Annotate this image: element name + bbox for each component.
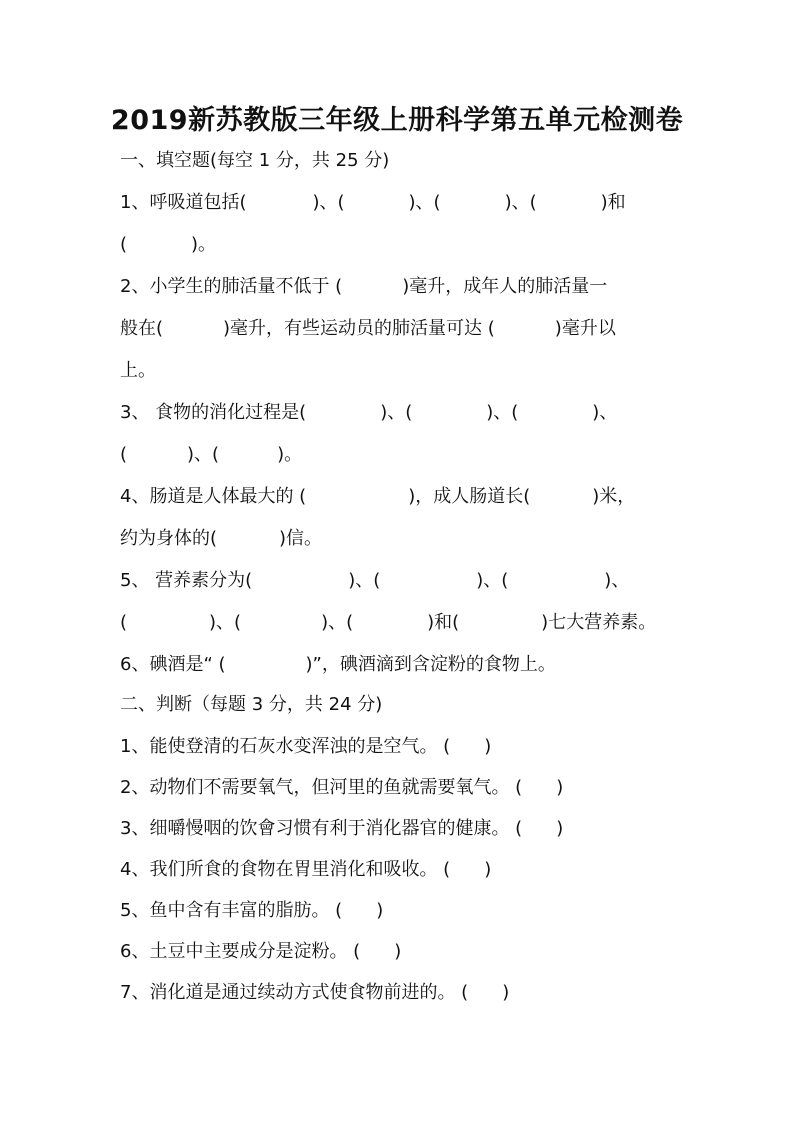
question-3-line-2: ( )、( )。	[120, 444, 303, 465]
question-6: 6、碘酒是“ ( )”，碘酒滴到含淀粉的食物上。	[120, 654, 556, 675]
question-2-line-3: 上。	[120, 360, 156, 381]
judgement-item-7: 7、消化道是通过续动方式使食物前进的。 ( )	[120, 982, 510, 1003]
question-2-line-1: 2、小学生的肺活量不低于 ( )毫升，成年人的肺活量一	[120, 276, 608, 297]
judgement-item-4: 4、我们所食的食物在胃里消化和吸收。 ( )	[120, 859, 492, 880]
question-5-line-2: ( )、( )、( )和( )七大营养素。	[120, 612, 657, 633]
judgement-item-2: 2、动物们不需要氧气，但河里的鱼就需要氧气。 ( )	[120, 777, 564, 798]
judgement-item-5: 5、鱼中含有丰富的脂肪。 ( )	[120, 900, 384, 921]
question-1-line-1: 1、呼吸道包括( )、( )、( )、( )和	[120, 192, 626, 213]
question-2-line-2: 般在( )毫升，有些运动员的肺活量可达 ( )毫升以	[120, 318, 616, 339]
question-4-line-2: 约为身体的( )信。	[120, 528, 323, 549]
judgement-item-6: 6、土豆中主要成分是淀粉。 ( )	[120, 941, 402, 962]
question-5-line-1: 5、 营养素分为( )、( )、( )、	[120, 570, 630, 591]
question-4-line-1: 4、肠道是人体最大的 ( )，成人肠道长( )米，	[120, 486, 636, 507]
judgement-item-3: 3、细嚼慢咽的饮會习惯有利于消化器官的健康。 ( )	[120, 818, 564, 839]
section1-heading: 一、填空题(每空 1 分，共 25 分)	[120, 150, 390, 171]
section2-heading: 二、判断（每题 3 分，共 24 分)	[120, 694, 383, 715]
page-title: 2019新苏教版三年级上册科学第五单元检测卷	[110, 105, 684, 136]
question-3-line-1: 3、 食物的消化过程是( )、( )、( )、	[120, 402, 618, 423]
question-1-line-2: ( )。	[120, 234, 217, 255]
judgement-item-1: 1、能使登清的石灰水变浑浊的是空气。 ( )	[120, 736, 492, 757]
